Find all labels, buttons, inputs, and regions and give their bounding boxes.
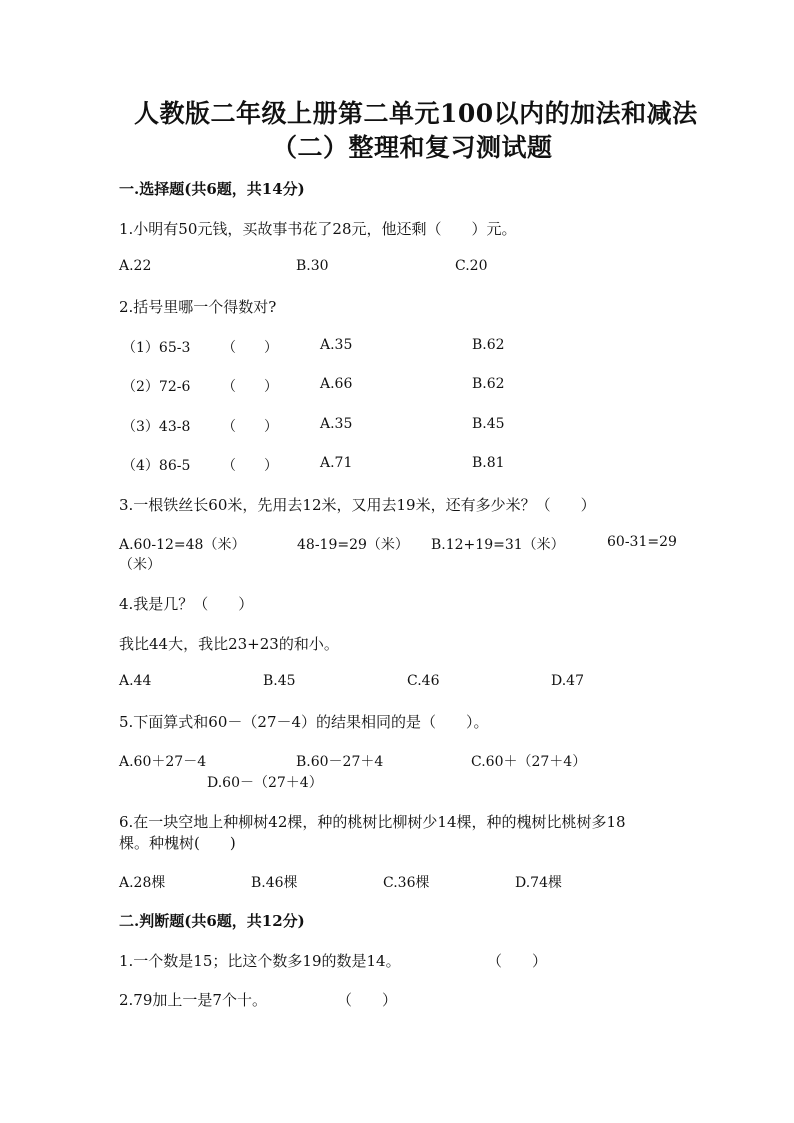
question-4-stem: 4.我是几？（ ） (119, 595, 254, 613)
question-2-row-4-expr: （4）86-5 (122, 458, 191, 474)
question-2-row-4-blank: （ ） (222, 458, 278, 474)
question-2-row-2-option-a: A.66 (320, 376, 353, 392)
question-6-stem-line2: 棵。种槐树( ) (119, 834, 236, 852)
question-2-row-3-option-b: B.45 (472, 416, 505, 432)
question-2-row-1-blank: （ ） (222, 340, 278, 356)
question-2-row-4-option-b: B.81 (472, 455, 505, 471)
question-3-option-b-unit: （米） (119, 557, 161, 573)
question-2-row-2-expr: （2）72-6 (122, 379, 191, 395)
question-6-option-d: D.74棵 (515, 875, 562, 891)
question-4-option-c: C.46 (407, 673, 440, 689)
question-2-row-1-option-b: B.62 (472, 337, 505, 353)
question-3-option-a-step2: 48-19=29（米） (297, 537, 409, 553)
judgement-2-blank: （ ） (337, 991, 398, 1009)
section-heading-judgement: 二.判断题(共6题，共12分) (119, 912, 305, 930)
page-title-line2: （二）整理和复习测试题 (272, 133, 553, 162)
question-4-option-b: B.45 (263, 673, 296, 689)
question-4-option-a: A.44 (119, 673, 152, 689)
question-6-stem-line1: 6.在一块空地上种柳树42棵，种的桃树比柳树少14棵，种的槐树比桃树多18 (119, 813, 626, 831)
question-4-note: 我比44大，我比23+23的和小。 (119, 635, 339, 653)
question-5-option-a: A.60＋27－4 (119, 754, 207, 770)
question-1-option-a: A.22 (119, 258, 152, 274)
question-2-row-1-expr: （1）65-3 (122, 340, 191, 356)
question-1-stem: 1.小明有50元钱，买故事书花了28元，他还剩（ ）元。 (119, 220, 517, 238)
question-3-stem: 3.一根铁丝长60米，先用去12米，又用去19米，还有多少米？（ ） (119, 496, 596, 514)
question-2-row-2-option-b: B.62 (472, 376, 505, 392)
section-heading-choice: 一.选择题(共6题，共14分) (119, 180, 305, 198)
question-1-option-c: C.20 (455, 258, 488, 274)
question-1-option-b: B.30 (296, 258, 329, 274)
question-5-stem: 5.下面算式和60－（27－4）的结果相同的是（ ）。 (119, 713, 489, 731)
question-2-row-3-expr: （3）43-8 (122, 419, 191, 435)
question-2-row-3-option-a: A.35 (320, 416, 353, 432)
question-5-option-c: C.60＋（27＋4） (471, 754, 587, 770)
question-2-row-4-option-a: A.71 (320, 455, 353, 471)
question-2-stem: 2.括号里哪一个得数对? (119, 298, 277, 316)
question-2-row-2-blank: （ ） (222, 379, 278, 395)
question-5-option-d: D.60－（27＋4） (207, 775, 323, 791)
question-6-option-b: B.46棵 (251, 875, 298, 891)
question-3-option-b-step2: 60-31=29 (607, 534, 677, 550)
question-5-option-b: B.60－27＋4 (296, 754, 384, 770)
question-3-option-b: B.12+19=31（米） (431, 537, 565, 553)
page-title-line1: 人教版二年级上册第二单元100以内的加法和减法 (134, 99, 698, 128)
judgement-2-text: 2.79加上一是7个十。 (119, 991, 267, 1009)
question-2-row-3-blank: （ ） (222, 419, 278, 435)
question-3-option-a: A.60-12=48（米） (119, 537, 246, 553)
question-2-row-1-option-a: A.35 (320, 337, 353, 353)
question-6-option-a: A.28棵 (119, 875, 166, 891)
judgement-1-text: 1.一个数是15；比这个数多19的数是14。 (119, 952, 401, 970)
question-4-option-d: D.47 (551, 673, 584, 689)
judgement-1-blank: （ ） (487, 952, 548, 970)
question-6-option-c: C.36棵 (383, 875, 430, 891)
